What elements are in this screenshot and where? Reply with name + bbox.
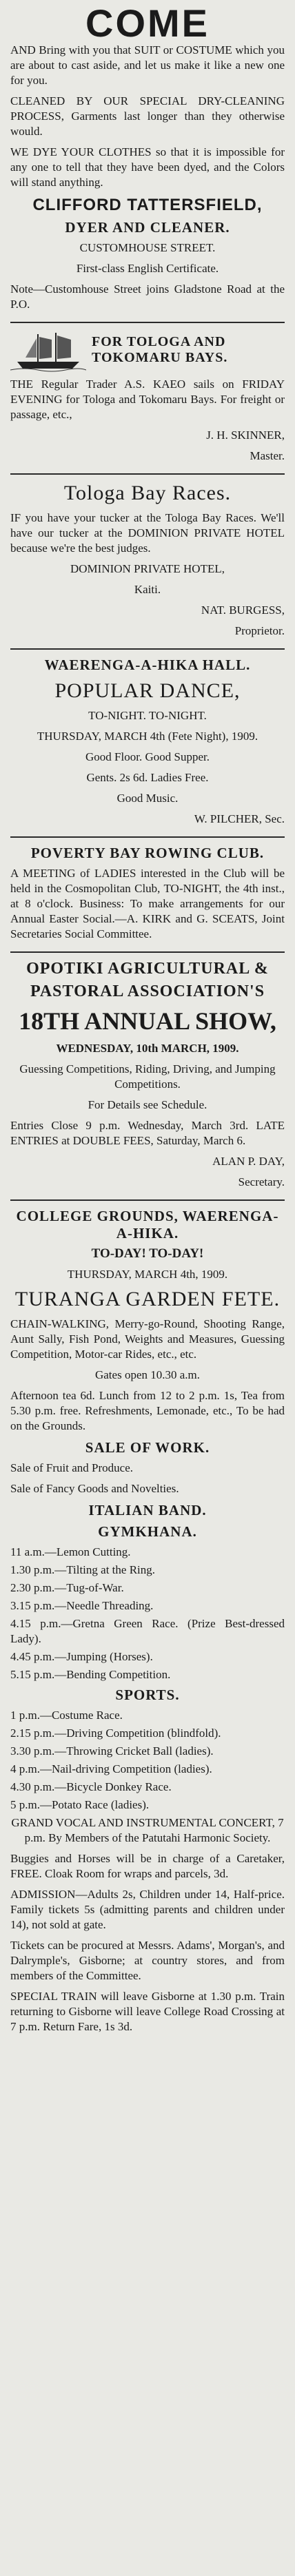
fete-date: THURSDAY, MARCH 4th, 1909. [67,1268,228,1281]
races-body: IF you have your tucker at the Tologa Bay Races. We'll have our tucker at the DOMINION PRIVATE HOTEL because we're the best judges. [10,511,285,555]
buggies-line: Buggies and Horses will be in charge of a Caretaker, FREE. Cloak Room for wraps and parcels, 3d. [10,1852,285,1880]
dyer-advert [10,1,285,312]
show-details: For Details see Schedule. [88,1098,207,1111]
show-entries: Entries Close 9 p.m. Wednesday, March 3rd. LATE ENTRIES at DOUBLE FEES, Saturday, March 6. [10,1119,285,1147]
list-item: 4.15 p.m.—Gretna Green Race. (Prize Best-dressed Lady). [10,1617,285,1645]
note-line: Note—Customhouse Street joins Gladstone Road at the P.O. [10,282,285,311]
gymkhana-heading: GYMKHANA. [98,1523,197,1540]
show-advert [10,960,285,1190]
tickets-line: Tickets can be procured at Messrs. Adams', Morgan's, and Dalrymple's, Gisborne; at country stores, and from members of the Committee. [10,1939,285,1982]
list-item: 4.30 p.m.—Bicycle Donkey Race. [10,1780,172,1793]
list-item: 3.30 p.m.—Throwing Cricket Ball (ladies). [10,1744,214,1758]
races-role: Proprietor. [234,624,285,637]
sale-line-1: Sale of Fruit and Produce. [10,1461,133,1474]
races-signer: NAT. BURGESS, [201,604,285,617]
advertisement-column [10,0,285,2034]
fete-advert [10,1208,285,2034]
divider [10,836,285,838]
gymkhana-list [10,1545,285,1682]
dance-line-3: Good Floor. Good Supper. [85,750,210,763]
advertiser-name: CLIFFORD TATTERSFIELD, [32,196,263,214]
shipping-signer: J. H. SKINNER, [206,429,285,442]
list-item: 1 p.m.—Costume Race. [10,1709,123,1722]
train-line: SPECIAL TRAIN will leave Gisborne at 1.30 p.m. Train returning to Gisborne will leave College Road Crossing at 7 p.m. Return Fare, 1s 3d. [10,1990,285,2033]
dance-line-4: Gents. 2s 6d. Ladies Free. [86,771,209,784]
sports-heading: SPORTS. [115,1687,180,1703]
races-heading: Tologa Bay Races. [63,482,232,504]
divider [10,951,285,953]
divider [10,473,285,475]
dance-hall: WAERENGA-A-HIKA HALL. [44,657,251,673]
divider [10,1199,285,1201]
rowing-body: A MEETING of LADIES interested in the Club will be held in the Cosmopolitan Club, TO-NIGHT, the 4th inst., at 8 o'clock. Business: To make arrangements for our Annual Easter Social.—A. KIRK and G. SCEATS, Joint Secretaries Social Committee. [10,867,285,940]
list-item: 3.15 p.m.—Needle Threading. [10,1599,154,1612]
sale-line-2: Sale of Fancy Goods and Novelties. [10,1482,179,1495]
trade-line: DYER AND CLEANER. [65,219,230,236]
come-paragraph-2: CLEANED BY OUR SPECIAL DRY-CLEANING PROCESS, Garments last longer than they otherwise would. [10,94,285,138]
list-item: 5 p.m.—Potato Race (ladies). [10,1798,150,1811]
divider [10,648,285,650]
dance-line-1: TO-NIGHT. TO-NIGHT. [88,709,207,722]
races-place: Kaiti. [134,583,161,596]
shipping-body: THE Regular Trader A.S. KAEO sails on FRIDAY EVENING for Tologa and Tokomaru Bays. For freight or passage, etc., [10,378,285,421]
fete-tea: Afternoon tea 6d. Lunch from 12 to 2 p.m. 1s, Tea from 5.30 p.m. free. Refreshments, Lemonade, etc., To be had on the Grounds. [10,1389,285,1432]
divider [10,322,285,323]
list-item: 11 a.m.—Lemon Cutting. [10,1545,131,1558]
admission-line: ADMISSION—Adults 2s, Children under 14, Half-price. Family tickets 5s (admitting parents and children under 14), not sold at gate. [10,1888,285,1931]
show-date: WEDNESDAY, 10th MARCH, 1909. [56,1042,239,1055]
fete-today: TO-DAY! TO-DAY! [91,1246,204,1261]
list-item: 4.45 p.m.—Jumping (Horses). [10,1650,153,1663]
list-item: 1.30 p.m.—Tilting at the Ring. [10,1563,156,1576]
list-item: 2.30 p.m.—Tug-of-War. [10,1581,124,1594]
races-hotel: DOMINION PRIVATE HOTEL, [70,562,225,575]
races-advert [10,482,285,639]
dance-heading: POPULAR DANCE, [54,679,241,702]
band-heading: ITALIAN BAND. [88,1502,207,1518]
show-line-2: PASTORAL ASSOCIATION'S [30,982,265,1000]
dance-line-2: THURSDAY, MARCH 4th (Fete Night), 1909. [37,730,258,743]
come-title: COME [85,1,210,45]
rowing-advert [10,845,285,942]
come-paragraph-1: AND Bring with you that SUIT or COSTUME which you are about to cast aside, and let us make it like a new one for you. [10,43,285,87]
shipping-role: Master. [250,449,285,462]
fete-heading: TURANGA GARDEN FETE. [14,1288,281,1310]
dance-advert [10,657,285,827]
show-line-3: 18TH ANNUAL SHOW, [19,1007,276,1035]
fete-gates: Gates open 10.30 a.m. [94,1368,201,1381]
show-role: Secretary. [238,1175,285,1188]
list-item: 5.15 p.m.—Bending Competition. [10,1668,171,1681]
sale-heading: SALE OF WORK. [85,1439,210,1456]
fete-body: CHAIN-WALKING, Merry-go-Round, Shooting Range, Aunt Sally, Fish Pond, Weights and Measures, Guessing Competition, Motor-car Rides, etc., etc. [10,1317,285,1361]
sports-list [10,1708,285,1813]
show-line-1: OPOTIKI AGRICULTURAL & [26,960,269,978]
fete-grounds: COLLEGE GROUNDS, WAERENGA-A-HIKA. [16,1208,279,1241]
show-signer: ALAN P. DAY, [212,1155,285,1168]
show-events: Guessing Competitions, Riding, Driving, and Jumping Competitions. [19,1062,276,1091]
shipping-advert [10,330,285,464]
shipping-heading: FOR TOLOGA AND TOKOMARU BAYS. [92,334,228,365]
rowing-heading: POVERTY BAY ROWING CLUB. [30,845,265,861]
list-item: 4 p.m.—Nail-driving Competition (ladies). [10,1762,212,1775]
concert-line: GRAND VOCAL AND INSTRUMENTAL CONCERT, 7 p.m. By Members of the Patutahi Harmonic Society. [11,1816,284,1844]
street-line: CUSTOMHOUSE STREET. [79,241,216,254]
list-item: 2.15 p.m.—Driving Competition (blindfold). [10,1727,221,1740]
dance-line-5: Good Music. [116,792,179,805]
dance-signer: W. PILCHER, Sec. [194,812,285,825]
certificate-line: First-class English Certificate. [76,262,219,275]
come-paragraph-3: WE DYE YOUR CLOTHES so that it is impossible for any one to tell that they have been dyed, and the Colors will stand anything. [10,145,285,189]
sailing-ship-icon [10,330,86,373]
